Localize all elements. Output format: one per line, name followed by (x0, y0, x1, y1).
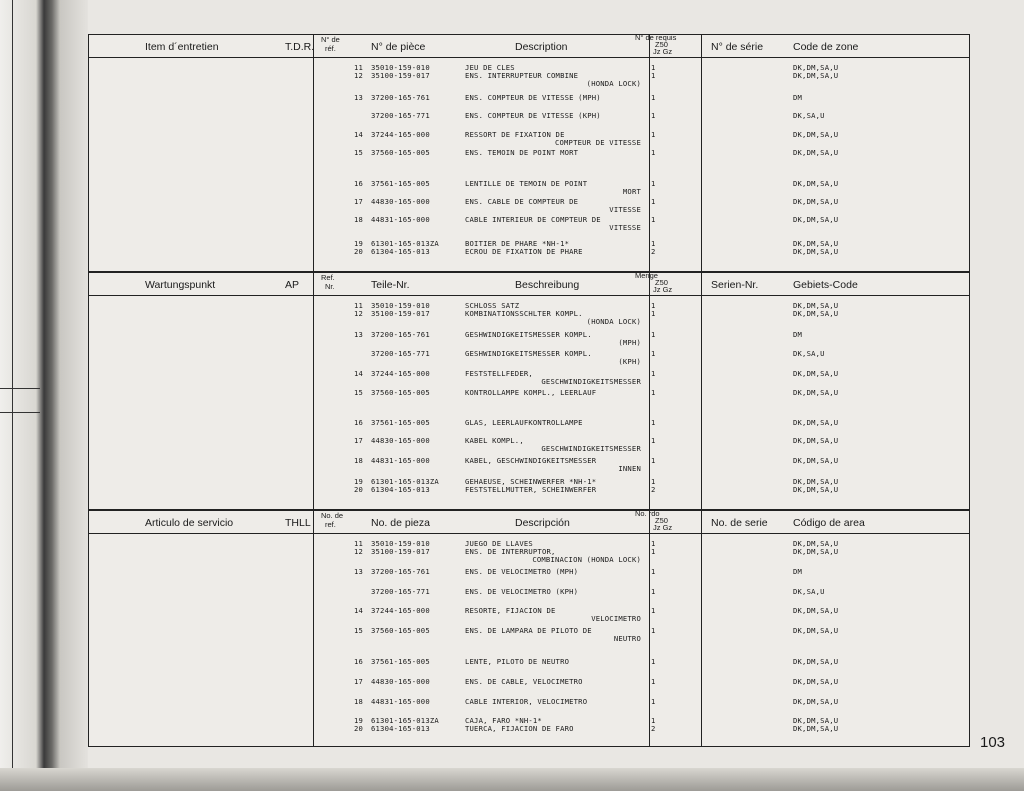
header-service-item: Wartungspunkt (145, 279, 216, 291)
area-code: DK,DM,SA,U (793, 388, 839, 397)
area-code: DK,DM,SA,U (793, 677, 839, 686)
ref-no: 16 (353, 179, 363, 188)
part-description: GESCHWINDIGKEITSMESSER (541, 377, 641, 386)
quantity: 1 (651, 197, 656, 206)
part-description: CABLE INTERIEUR DE COMPTEUR DE (465, 215, 601, 224)
ref-no: 15 (353, 148, 363, 157)
ref-no: 16 (353, 657, 363, 666)
part-number: 35100-159-017 (371, 71, 430, 80)
part-description: JUEGO DE LLAVES (465, 539, 533, 548)
part-number: 37560-165-005 (371, 626, 430, 635)
ref-no: 14 (353, 606, 363, 615)
quantity: 1 (651, 330, 656, 339)
ref-no: 11 (353, 539, 363, 548)
ref-no: 16 (353, 418, 363, 427)
area-code: DK,DM,SA,U (793, 485, 839, 494)
part-number: 37200-165-761 (371, 567, 430, 576)
quantity: 1 (651, 539, 656, 548)
part-number: 37560-165-005 (371, 388, 430, 397)
ref-no: 17 (353, 197, 363, 206)
part-description: FESTSTELLMUTTER, SCHEINWERFER (465, 485, 597, 494)
column-rule (701, 35, 702, 271)
quantity: 1 (651, 567, 656, 576)
quantity: 1 (651, 626, 656, 635)
header-ref-no-2: Nr. (325, 282, 335, 291)
quantity: 1 (651, 547, 656, 556)
table-header (89, 35, 969, 58)
ref-no: 13 (353, 567, 363, 576)
header-service-code: T.D.R. (285, 41, 315, 53)
part-number: 37200-165-771 (371, 111, 430, 120)
header-serial-no: Serien-Nr. (711, 279, 759, 291)
part-description: VITESSE (609, 205, 641, 214)
part-description: LENTE, PILOTO DE NEUTRO (465, 657, 570, 666)
part-number: 37560-165-005 (371, 148, 430, 157)
part-number: 61304-165-013 (371, 724, 430, 733)
part-description: ENS. COMPTEUR DE VITESSE (MPH) (465, 93, 601, 102)
part-number: 44831-165-000 (371, 697, 430, 706)
part-number: 61304-165-013 (371, 485, 430, 494)
part-number: 37200-165-771 (371, 349, 430, 358)
area-code: DK,DM,SA,U (793, 148, 839, 157)
column-rule (701, 511, 702, 746)
header-ref-no: Ref. (321, 273, 335, 282)
header-quantity: N° de requis (635, 33, 677, 42)
header-quantity-model: Z50 (655, 278, 668, 287)
quantity: 1 (651, 418, 656, 427)
ref-no: 15 (353, 626, 363, 635)
header-description: Descripción (515, 517, 570, 529)
part-description: ENS. DE VELOCIMETRO (KPH) (465, 587, 579, 596)
quantity: 2 (651, 485, 656, 494)
header-quantity: No. rdo (635, 509, 660, 518)
part-number: 35010-159-010 (371, 539, 430, 548)
header-quantity-variants: Jz Gz (653, 523, 673, 532)
header-service-code: AP (285, 279, 300, 291)
area-code: DK,DM,SA,U (793, 477, 839, 486)
part-description: ENS. DE INTERRUPTOR, (465, 547, 556, 556)
area-code: DK,DM,SA,U (793, 130, 839, 139)
quantity: 1 (651, 349, 656, 358)
part-description: ENS. DE LAMPARA DE PILOTO DE (465, 626, 592, 635)
header-ref-no: No. de (321, 511, 344, 520)
part-number: 35100-159-017 (371, 309, 430, 318)
area-code: DK,DM,SA,U (793, 301, 839, 310)
header-description: Description (515, 41, 568, 53)
column-rule (313, 511, 314, 746)
ref-no: 17 (353, 436, 363, 445)
part-description: ECROU DE FIXATION DE PHARE (465, 247, 583, 256)
column-rule (313, 273, 314, 509)
area-code: DK,SA,U (793, 111, 825, 120)
header-description: Beschreibung (515, 279, 580, 291)
part-description: ENS. INTERRUPTEUR COMBINE (465, 71, 579, 80)
part-number: 37244-165-000 (371, 369, 430, 378)
part-description: COMBINACION (HONDA LOCK) (532, 555, 641, 564)
part-description: GESHWINDIGKEITSMESSER KOMPL. (465, 330, 592, 339)
area-code: DM (793, 567, 803, 576)
table-header (89, 511, 969, 534)
ref-no: 13 (353, 330, 363, 339)
quantity: 2 (651, 724, 656, 733)
area-code: DK,SA,U (793, 349, 825, 358)
column-rule (649, 511, 650, 746)
header-part-no: N° de pièce (371, 41, 426, 53)
ref-no: 15 (353, 388, 363, 397)
quantity: 1 (651, 456, 656, 465)
part-number: 37561-165-005 (371, 418, 430, 427)
quantity: 1 (651, 130, 656, 139)
ref-no: 18 (353, 697, 363, 706)
ref-no: 18 (353, 456, 363, 465)
page-bottom-shadow (0, 768, 1024, 791)
part-description: ENS. TEMOIN DE POINT MORT (465, 148, 579, 157)
parts-table-section (88, 510, 970, 747)
area-code: DK,DM,SA,U (793, 215, 839, 224)
table-header (89, 273, 969, 296)
quantity: 1 (651, 477, 656, 486)
ref-no: 12 (353, 309, 363, 318)
part-description: JEU DE CLES (465, 63, 515, 72)
column-rule (313, 35, 314, 271)
part-number: 44831-165-000 (371, 215, 430, 224)
part-description: NEUTRO (613, 634, 641, 643)
area-code: DK,DM,SA,U (793, 239, 839, 248)
quantity: 1 (651, 301, 656, 310)
part-number: 44830-165-000 (371, 436, 430, 445)
part-number: 44831-165-000 (371, 456, 430, 465)
header-ref-no: N° de (321, 35, 340, 44)
part-number: 61304-165-013 (371, 247, 430, 256)
header-serial-no: N° de série (711, 41, 764, 53)
quantity: 1 (651, 587, 656, 596)
ref-no: 12 (353, 547, 363, 556)
part-number: 37561-165-005 (371, 657, 430, 666)
part-description: SCHLOSS SATZ (465, 301, 520, 310)
area-code: DK,DM,SA,U (793, 247, 839, 256)
header-quantity: Menge (635, 271, 658, 280)
part-description: (HONDA LOCK) (586, 317, 641, 326)
area-code: DK,SA,U (793, 587, 825, 596)
quantity: 1 (651, 111, 656, 120)
area-code: DK,DM,SA,U (793, 697, 839, 706)
part-description: MORT (622, 187, 641, 196)
ref-no: 17 (353, 677, 363, 686)
ref-no: 14 (353, 369, 363, 378)
ref-no: 20 (353, 485, 363, 494)
quantity: 1 (651, 369, 656, 378)
part-description: FESTSTELLFEDER, (465, 369, 533, 378)
column-rule (649, 273, 650, 509)
part-description: CABLE INTERIOR, VELOCIMETRO (465, 697, 588, 706)
quantity: 1 (651, 148, 656, 157)
area-code: DM (793, 330, 803, 339)
area-code: DK,DM,SA,U (793, 724, 839, 733)
part-number: 61301-165-013ZA (371, 716, 439, 725)
quantity: 2 (651, 247, 656, 256)
part-number: 37200-165-771 (371, 587, 430, 596)
part-description: RESSORT DE FIXATION DE (465, 130, 565, 139)
area-code: DK,DM,SA,U (793, 179, 839, 188)
quantity: 1 (651, 215, 656, 224)
part-number: 44830-165-000 (371, 197, 430, 206)
ref-no: 12 (353, 71, 363, 80)
area-code: DK,DM,SA,U (793, 456, 839, 465)
page-number: 103 (980, 734, 1006, 751)
part-description: (KPH) (618, 357, 641, 366)
ref-no: 20 (353, 724, 363, 733)
part-number: 37244-165-000 (371, 130, 430, 139)
header-ref-no-2: réf. (325, 44, 336, 53)
quantity: 1 (651, 93, 656, 102)
quantity: 1 (651, 657, 656, 666)
part-number: 37561-165-005 (371, 179, 430, 188)
header-quantity-variants: Jz Gz (653, 285, 673, 294)
part-description: (MPH) (618, 338, 641, 347)
area-code: DK,DM,SA,U (793, 539, 839, 548)
area-code: DK,DM,SA,U (793, 716, 839, 725)
ref-no: 19 (353, 477, 363, 486)
ref-no: 20 (353, 247, 363, 256)
parts-table-section (88, 272, 970, 510)
part-description: ENS. CABLE DE COMPTEUR DE (465, 197, 579, 206)
quantity: 1 (651, 309, 656, 318)
ref-no: 19 (353, 239, 363, 248)
quantity: 1 (651, 388, 656, 397)
header-area-code: Gebiets-Code (793, 279, 858, 291)
part-description: KONTROLLAMPE KOMPL., LEERLAUF (465, 388, 597, 397)
area-code: DK,DM,SA,U (793, 418, 839, 427)
part-number: 37200-165-761 (371, 330, 430, 339)
area-code: DK,DM,SA,U (793, 197, 839, 206)
quantity: 1 (651, 71, 656, 80)
ref-no: 18 (353, 215, 363, 224)
part-description: CAJA, FARO *NH-1* (465, 716, 542, 725)
header-area-code: Código de area (793, 517, 865, 529)
area-code: DK,DM,SA,U (793, 547, 839, 556)
quantity: 1 (651, 436, 656, 445)
quantity: 1 (651, 677, 656, 686)
part-description: KABEL, GESCHWINDIGKEITSMESSER (465, 456, 597, 465)
header-part-no: Teile-Nr. (371, 279, 410, 291)
quantity: 1 (651, 606, 656, 615)
header-area-code: Code de zone (793, 41, 859, 53)
quantity: 1 (651, 716, 656, 725)
part-number: 44830-165-000 (371, 677, 430, 686)
area-code: DK,DM,SA,U (793, 436, 839, 445)
part-description: ENS. DE CABLE, VELOCIMETRO (465, 677, 583, 686)
column-rule (649, 35, 650, 271)
part-description: (HONDA LOCK) (586, 79, 641, 88)
header-ref-no-2: ref. (325, 520, 336, 529)
header-service-item: Item d´entretien (145, 41, 219, 53)
header-quantity-model: Z50 (655, 516, 668, 525)
part-description: KOMBINATIONSSCHLTER KOMPL. (465, 309, 583, 318)
area-code: DK,DM,SA,U (793, 606, 839, 615)
previous-page-rule (0, 388, 40, 389)
part-number: 35100-159-017 (371, 547, 430, 556)
area-code: DK,DM,SA,U (793, 71, 839, 80)
ref-no: 19 (353, 716, 363, 725)
part-number: 61301-165-013ZA (371, 477, 439, 486)
area-code: DK,DM,SA,U (793, 309, 839, 318)
part-number: 37244-165-000 (371, 606, 430, 615)
area-code: DK,DM,SA,U (793, 626, 839, 635)
part-description: LENTILLE DE TEMOIN DE POINT (465, 179, 588, 188)
header-serial-no: No. de serie (711, 517, 768, 529)
part-description: VITESSE (609, 223, 641, 232)
parts-table-section (88, 34, 970, 272)
area-code: DK,DM,SA,U (793, 657, 839, 666)
part-description: INNEN (618, 464, 641, 473)
area-code: DK,DM,SA,U (793, 63, 839, 72)
area-code: DM (793, 93, 803, 102)
part-description: GEHAEUSE, SCHEINWERFER *NH-1* (465, 477, 597, 486)
previous-page-edge (0, 0, 13, 791)
header-quantity-variants: Jz Gz (653, 47, 673, 56)
part-description: BOITIER DE PHARE *NH-1* (465, 239, 570, 248)
part-description: ENS. COMPTEUR DE VITESSE (KPH) (465, 111, 601, 120)
quantity: 1 (651, 63, 656, 72)
quantity: 1 (651, 239, 656, 248)
ref-no: 13 (353, 93, 363, 102)
part-description: RESORTE, FIJACION DE (465, 606, 556, 615)
quantity: 1 (651, 697, 656, 706)
ref-no: 11 (353, 301, 363, 310)
part-description: GLAS, LEERLAUFKONTROLLAMPE (465, 418, 583, 427)
header-quantity-model: Z50 (655, 40, 668, 49)
header-service-code: THLL (285, 517, 311, 529)
part-description: VELOCIMETRO (591, 614, 641, 623)
part-description: KABEL KOMPL., (465, 436, 524, 445)
book-gutter (0, 0, 88, 791)
part-description: GESCHWINDIGKEITSMESSER (541, 444, 641, 453)
ref-no: 14 (353, 130, 363, 139)
part-description: GESHWINDIGKEITSMESSER KOMPL. (465, 349, 592, 358)
previous-page-rule (0, 412, 40, 413)
header-part-no: No. de pieza (371, 517, 430, 529)
area-code: DK,DM,SA,U (793, 369, 839, 378)
part-number: 35010-159-010 (371, 301, 430, 310)
part-description: TUERCA, FIJACION DE FARO (465, 724, 574, 733)
part-number: 35010-159-010 (371, 63, 430, 72)
part-number: 61301-165-013ZA (371, 239, 439, 248)
quantity: 1 (651, 179, 656, 188)
part-description: ENS. DE VELOCIMETRO (MPH) (465, 567, 579, 576)
part-number: 37200-165-761 (371, 93, 430, 102)
column-rule (701, 273, 702, 509)
part-description: COMPTEUR DE VITESSE (554, 138, 641, 147)
header-service-item: Articulo de servicio (145, 517, 234, 529)
ref-no: 11 (353, 63, 363, 72)
